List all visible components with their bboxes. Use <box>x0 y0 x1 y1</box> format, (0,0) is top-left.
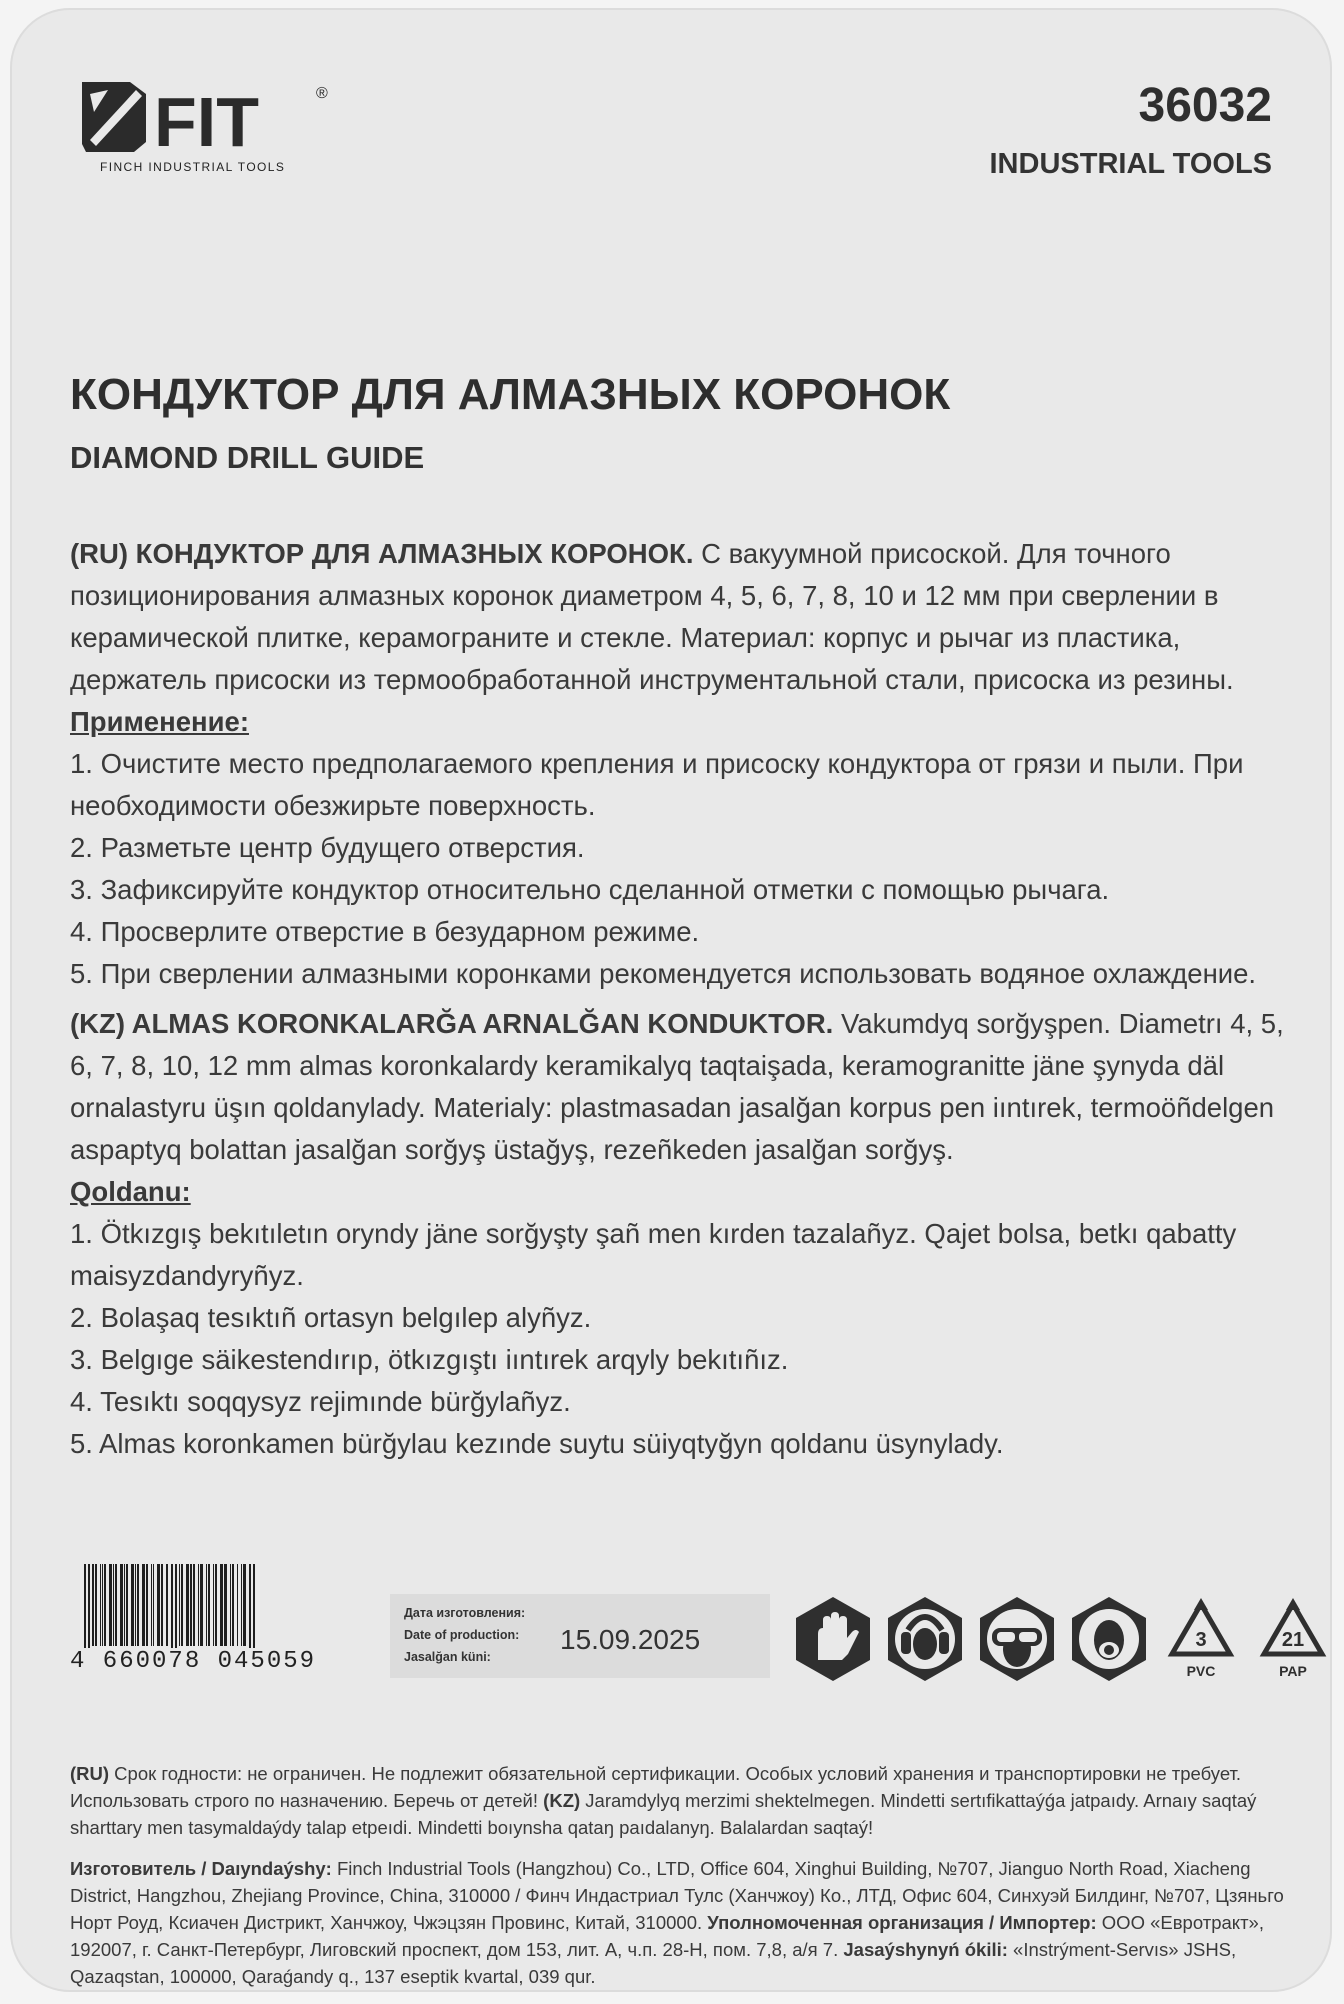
product-title-ru: КОНДУКТОР ДЛЯ АЛМАЗНЫХ КОРОНОК <box>70 370 951 419</box>
ru-step: 4. Просверлите отверстие в безударном режиме. <box>70 916 700 947</box>
maker-label: Изготовитель / Daıyndaýshy: <box>70 1858 332 1879</box>
kz-lead: (KZ) ALMAS KORONKALARĞA ARNALĞAN KONDUKTOR. <box>70 1008 834 1039</box>
rep-label: Jasaýshynyń ókili: <box>843 1939 1008 1960</box>
ru-usage-heading: Применение: <box>70 706 249 737</box>
shelf-life-kz: Jaramdylyq merzimi shektelmegen. Mindetti sertıfikattaýǵa jatpaıdy. Arnaıy saqtaý sharttary men tasymaldaýdy talap etpeıdi. Mindetti boıynsha qataŋ paıdalanyŋ. Balalardan saqtaý! <box>70 1790 1257 1838</box>
maker-text: Finch Industrial Tools (Hangzhou) Co., LTD, Office 604, Xinghui Building, №707, Jianguo North Road, Xiacheng District, Hangzhou, Zhejiang Province, China, 310000 / Финч Индастриал Тулс (Ханчжоу) Ко., ЛТД, Офис 604, Синхуэй Билдинг, №707, Цзяньго Норт Роуд, Ксиачен Дистрикт, Ханчжоу, Чжэцзян Провинс, Китай, 310000. <box>70 1858 1284 1933</box>
respirator-icon <box>1068 1594 1150 1684</box>
fit-logo-icon <box>80 72 340 162</box>
recycle-pap-icon <box>1252 1594 1334 1684</box>
recycle-pap-label: PAP <box>1279 1663 1307 1679</box>
article-number: 36032 <box>1138 79 1272 132</box>
importer-label: Уполномоченная организация / Импортер: <box>707 1912 1097 1933</box>
ru-step: 1. Очистите место предполагаемого крепления и присоску кондуктора от грязи и пыли. При необходимости обезжирьте поверхность. <box>70 748 1244 821</box>
ru-description-text: С вакуумной присоской. Для точного позиционирования алмазных коронок диаметром 4, 5, 6, 7, 8, 10 и 12 мм при сверлении в керамической плитке, керамограните и стекле. Материал: корпус и рычаг из пластика, держатель присоски из термообработанной инструментальной стали, присоска из резины. <box>70 538 1234 695</box>
importer-text: ООО «Евротракт», 192007, г. Санкт-Петербург, Лиговский проспект, дом 153, лит. А, ч.п. 28-Н, пом. 7,8, а/я 7. <box>70 1912 1264 1960</box>
kz-step: 4. Tesıktı soqqysyz rejimınde bürğylañyz. <box>70 1386 571 1417</box>
logo-text: FIT <box>154 83 259 161</box>
recycle-pvc-icon <box>1160 1594 1242 1684</box>
date-label-en: Date of production: <box>404 1628 520 1642</box>
kz-step: 5. Almas koronkamen bürğylau kezınde suytu süiyqtyğyn qoldanu üsynylady. <box>70 1428 1004 1459</box>
barcode-number: 4 660078 045059 <box>70 1648 320 1675</box>
shelf-life-note <box>70 1760 1292 1841</box>
recycle-pap-code: 21 <box>1281 1629 1305 1651</box>
recycle-pvc-label: PVC <box>1186 1663 1216 1679</box>
product-title-en: DIAMOND DRILL GUIDE <box>70 440 425 475</box>
shelf-life-ru: Срок годности: не ограничен. Не подлежит обязательной сертификации. Особых условий хранения и транспортировки не требует. Использовать строго по назначению. Беречь от детей! <box>70 1763 1242 1811</box>
product-description <box>70 533 1290 1465</box>
kz-usage-heading: Qoldanu: <box>70 1176 191 1207</box>
legal-footer <box>70 1760 1292 2004</box>
ru-lead: (RU) КОНДУКТОР ДЛЯ АЛМАЗНЫХ КОРОНОК. <box>70 538 694 569</box>
rep-text: «Instrýment-Servıs» JSHS, Qazaqstan, 100000, Qaraǵandy q., 137 eseptik kvartal, 039 qur. <box>70 1939 1237 1987</box>
ear-protection-icon <box>884 1594 966 1684</box>
ru-tag: (RU) <box>70 1763 110 1784</box>
kz-tag: (KZ) <box>543 1790 581 1811</box>
production-date-box <box>390 1594 770 1678</box>
goggles-icon <box>976 1594 1058 1684</box>
package-card <box>10 8 1332 1992</box>
category-label: INDUSTRIAL TOOLS <box>989 148 1272 180</box>
date-label-kz: Jasalğan küni: <box>404 1650 491 1664</box>
fit-logo <box>80 72 340 172</box>
kz-description-text: Vakumdyq sorğyşpen. Diametrı 4, 5, 6, 7, 8, 10, 12 mm almas koronkalardy keramikalyq taqtaişada, keramogranitte jäne şynyda däl ornalastyru üşın qoldanylady. Materialy: plastmasadan jasalğan korpus pen iıntırek, termoöñdelgen aspaptyq bolattan jasalğan sorğyş üstağyş, rezeñkeden jasalğan sorğyş. <box>70 1008 1284 1165</box>
recycle-pvc-code: 3 <box>1195 1629 1207 1651</box>
logo-tagline: FINCH INDUSTRIAL TOOLS <box>100 160 286 174</box>
ru-step: 3. Зафиксируйте кондуктор относительно сделанной отметки с помощью рычага. <box>70 874 1110 905</box>
gloves-icon <box>792 1594 874 1684</box>
ru-description <box>70 533 1290 701</box>
kz-step: 3. Belgıge säikestendırıp, ötkızgıştı iıntırek arqyly bekıtıñız. <box>70 1344 789 1375</box>
kz-description <box>70 1003 1290 1171</box>
kz-step: 2. Bolaşaq tesıktıñ ortasyn belgılep alyñyz. <box>70 1302 592 1333</box>
ru-step: 2. Разметьте центр будущего отверстия. <box>70 832 585 863</box>
production-date-labels <box>404 1602 525 1668</box>
date-label-ru: Дата изготовления: <box>404 1606 526 1620</box>
production-date: 15.09.2025 <box>560 1624 701 1655</box>
kz-step: 1. Ötkızgış bekıtıletın oryndy jäne sorğyşty şañ men kırden tazalañyz. Qajet bolsa, betkı qabatty maisyzdandyryñyz. <box>70 1218 1237 1291</box>
ru-step: 5. При сверлении алмазными коронками рекомендуется использовать водяное охлаждение. <box>70 958 1257 989</box>
registered-mark: ® <box>316 85 328 102</box>
manufacturer-note <box>70 1855 1292 1990</box>
